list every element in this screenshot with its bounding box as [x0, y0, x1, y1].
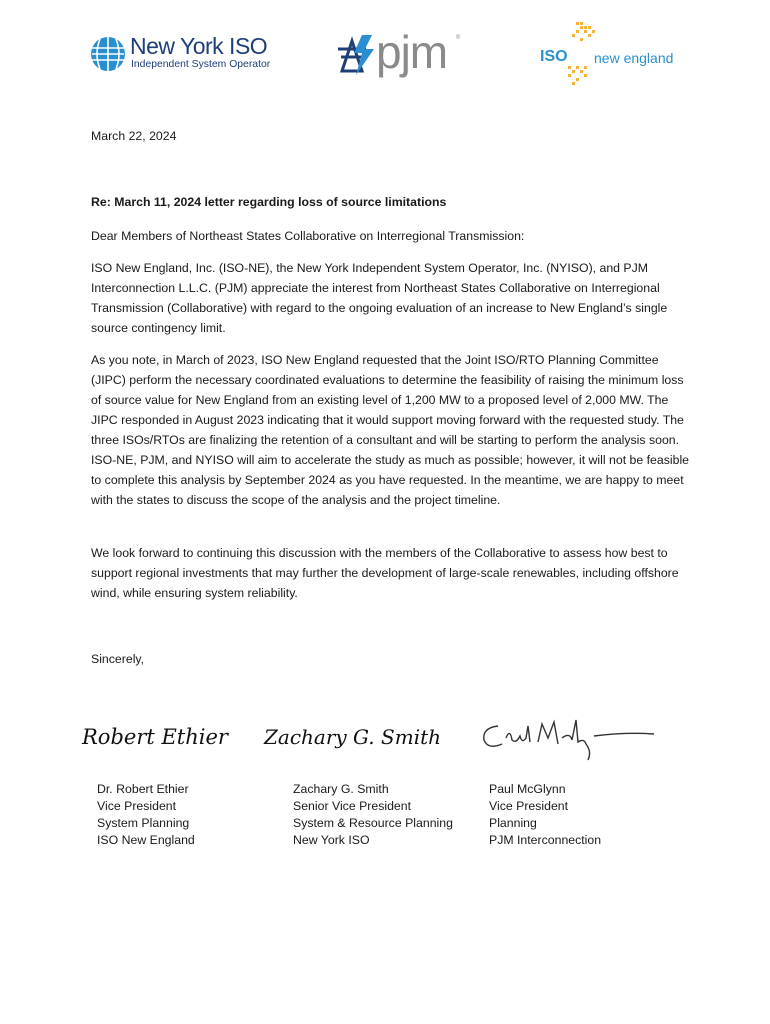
pjm-logo-text: pjm [376, 26, 448, 78]
signatory-organization: PJM Interconnection [489, 833, 602, 847]
signature-zachary-smith [262, 708, 447, 768]
pjm-registered-mark: ® [456, 35, 461, 41]
signatory-name: Dr. Robert Ethier [97, 782, 189, 796]
signatory-title: Vice President [489, 799, 569, 813]
lightning-tower-icon [332, 31, 380, 79]
letter-paragraph-1: ISO New England, Inc. (ISO-NE), the New York Independent System Operator, Inc. (NYISO), and PJM Interconnection L.L.C. (PJM) appreciate the interest from Northeast States Collaborative on Interregional Transmission (Collaborative) with regard to the ongoing evaluation of an increase to New England’s single source contingency limit. [91, 261, 668, 335]
signatory-block-1 [97, 781, 195, 849]
signatory-title: Vice President [97, 799, 177, 813]
letter-closing: Sincerely, [91, 652, 145, 666]
signatory-block-3 [489, 781, 601, 849]
nyiso-logo-title: New York ISO [130, 33, 268, 59]
signatory-name: Zachary G. Smith [293, 782, 389, 796]
nyiso-logo-subtitle: Independent System Operator [131, 59, 271, 70]
signatory-department: System Planning [97, 816, 190, 830]
signatory-title: Senior Vice President [293, 799, 412, 813]
signatory-block-2 [293, 781, 453, 849]
letter-subject: Re: March 11, 2024 letter regarding loss of source limitations [91, 195, 447, 209]
signature-paul-mcglynn [476, 708, 656, 768]
nyiso-logo [90, 34, 275, 76]
pjm-logo [332, 27, 472, 81]
signatory-name: Paul McGlynn [489, 782, 566, 796]
signatory-organization: New York ISO [293, 833, 370, 847]
letter-date: March 22, 2024 [91, 129, 177, 143]
signatory-organization: ISO New England [97, 833, 195, 847]
signature-robert-ethier [80, 708, 228, 768]
signature-text: Robert Ethier [82, 725, 228, 749]
letter-salutation: Dear Members of Northeast States Collaborative on Interregional Transmission: [91, 229, 525, 243]
signatory-department: Planning [489, 816, 537, 830]
isone-logo-iso: ISO [540, 48, 568, 65]
signatory-department: System & Resource Planning [293, 816, 453, 830]
letter-paragraph-3: We look forward to continuing this discussion with the members of the Collaborative to assess how best to support regional investments that may further the development of large-scale renewables, including offshore wind, while ensuring system reliability. [91, 546, 679, 600]
letter-paragraph-2: As you note, in March of 2023, ISO New England requested that the Joint ISO/RTO Planning Committee (JIPC) perform the necessary coordinated evaluations to determine the feasibility of raising the minimum loss of source value for New England from an existing level of 1,200 MW to a proposed level of 2,000 MW. The JIPC responded in August 2023 indicating that it would support moving forward with the requested study. The three ISOs/RTOs are finalizing the retention of a consultant and will be starting to perform the analysis soon. ISO-NE, PJM, and NYISO will aim to accelerate the study as much as possible; however, it will not be feasible to complete this analysis by September 2024 as you have requested. In the meantime, we are happy to meet with the states to discuss the scope of the analysis and the project timeline. [91, 353, 690, 507]
isone-logo-new-england: new england [594, 50, 674, 66]
iso-new-england-logo [538, 20, 673, 86]
globe-icon [90, 36, 126, 72]
signature-text: Zachary G. Smith [264, 725, 442, 749]
